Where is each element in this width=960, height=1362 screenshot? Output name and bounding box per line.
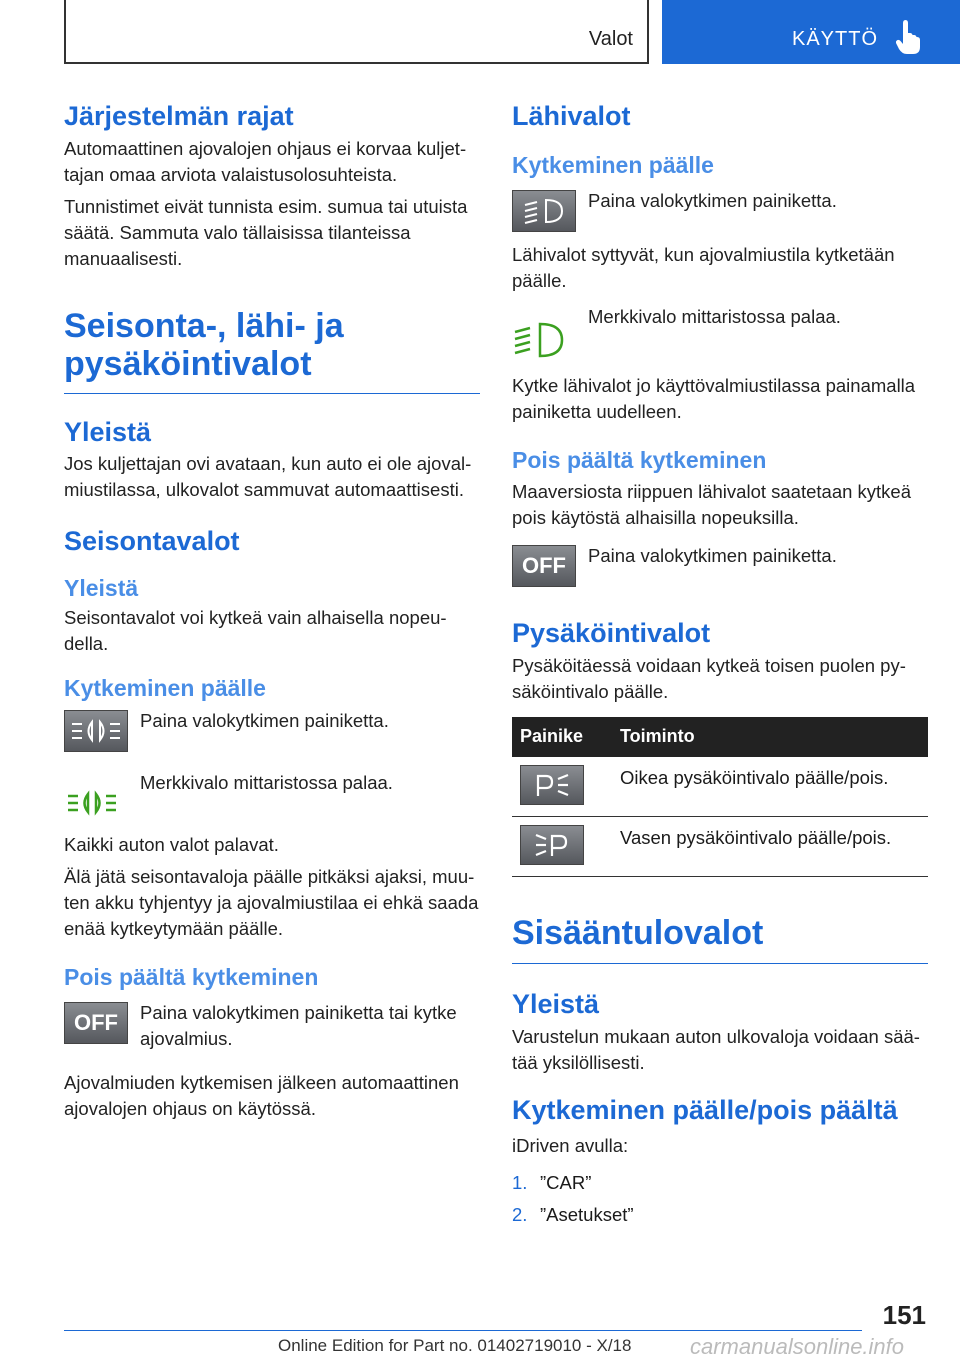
header-chapter-title: KÄYTTÖ	[792, 28, 879, 50]
table-cell-function: Oikea pysäköintivalo päälle/pois.	[612, 757, 928, 817]
text-parking-general: Seisontavalot voi kytkeä vain alhaisella nopeu-della.	[64, 606, 447, 654]
text-press-off: Paina valokytkimen painiketta tai kytke ajovalmius.	[140, 1001, 457, 1049]
table-header-button: Painike	[512, 717, 612, 757]
text-press-switch: Paina valokytkimen painiketta.	[140, 710, 389, 732]
heading-parking-on: Kytkeminen päälle	[64, 674, 266, 701]
heading-parking-lights: Seisontavalot	[64, 525, 240, 556]
list-item: 1. ”CAR”	[512, 1171, 592, 1193]
footer-divider	[64, 1330, 862, 1331]
steps-list	[512, 1167, 928, 1231]
parking-indicator-row	[64, 772, 480, 822]
text-press-low: Paina valokytkimen painiketta.	[588, 189, 837, 211]
text-warning: Älä jätä seisontavaloja päälle pitkäksi ajaksi, muu-ten akku tyhjentyy ja ajovalmiustilaa ei ehkä saada enää kytkeytymään päälle.	[64, 866, 479, 940]
heading-general: Yleistä	[64, 417, 152, 448]
heading-low-on: Kytkeminen päälle	[512, 152, 714, 179]
list-item: 2. ”Asetukset”	[512, 1203, 634, 1225]
table-header-function: Toiminto	[612, 717, 928, 757]
heading-parking-side: Pysäköintivalot	[512, 617, 711, 648]
hand-pointer-icon	[896, 20, 920, 54]
parking-on-row	[64, 710, 480, 754]
parking-light-button-icon	[64, 710, 128, 752]
low-on-row	[512, 190, 928, 234]
text-general: Jos kuljettajan ovi avataan, kun auto ei ole ajoval-miustilassa, ulkovalot sammuvat automaattisesti.	[64, 452, 472, 500]
heading-parking-off: Pois päältä kytkeminen	[64, 964, 319, 991]
heading-main: Seisonta-, lähi- ja pysäköintivalot	[64, 308, 480, 394]
text-indicator: Merkkivalo mittaristossa palaa.	[140, 772, 393, 794]
heading-welcome-onoff: Kytkeminen päälle/pois päältä	[512, 1095, 898, 1126]
low-beam-indicator-icon	[512, 320, 568, 360]
low-beam-button-icon	[512, 190, 576, 232]
header-section-box	[64, 0, 649, 64]
off-button-icon: OFF	[64, 1002, 128, 1044]
left-parking-light-icon	[520, 825, 584, 865]
header-chapter-box	[662, 0, 960, 64]
right-column	[512, 100, 928, 1231]
text-limits-2: Tunnistimet eivät tunnista esim. sumua tai utuista säätä. Sammuta valo tällaisissa tilanteissa manuaalisesti.	[64, 196, 468, 270]
text-press-off-low: Paina valokytkimen painiketta.	[588, 544, 837, 566]
text-parking-side: Pysäköitäessä voidaan kytkeä toisen puolen py-säköintivalo päälle.	[512, 654, 906, 702]
footer-edition: Online Edition for Part no. 01402719010 - X/18	[278, 1336, 632, 1355]
parking-off-row	[64, 1002, 480, 1058]
parking-light-indicator-icon	[64, 790, 120, 816]
header-section-title: Valot	[588, 28, 633, 50]
page-number: 151	[882, 1300, 926, 1330]
heading-welcome-general: Yleistä	[512, 988, 600, 1019]
text-after: Ajovalmiuden kytkemisen jälkeen automaattinen ajovalojen ohjaus on käytössä.	[64, 1071, 459, 1119]
heading-parking-general: Yleistä	[64, 574, 139, 601]
text-again: Kytke lähivalot jo käyttövalmiustilassa painamalla painiketta uudelleen.	[512, 374, 916, 422]
table-cell-function: Vasen pysäköintivalo päälle/pois.	[612, 817, 928, 877]
heading-low-off: Pois päältä kytkeminen	[512, 446, 767, 473]
left-column	[64, 100, 480, 1122]
heading-welcome-lights: Sisääntulovalot	[512, 915, 928, 963]
watermark: carmanualsonline.info	[690, 1334, 905, 1359]
low-off-row	[512, 545, 928, 595]
text-idrive: iDriven avulla:	[512, 1134, 629, 1156]
text-limits-1: Automaattinen ajovalojen ohjaus ei korvaa kuljet-tajan omaa arviota valaistusolosuhteista.	[64, 138, 467, 186]
table-row	[512, 817, 928, 877]
right-parking-light-icon	[520, 765, 584, 805]
low-indicator-row	[512, 306, 928, 365]
off-button-icon: OFF	[512, 545, 576, 587]
text-welcome: Varustelun mukaan auton ulkovaloja voidaan sää-tää yksilöllisesti.	[512, 1026, 920, 1074]
text-all-lights: Kaikki auton valot palavat.	[64, 834, 279, 856]
text-low-indicator: Merkkivalo mittaristossa palaa.	[588, 305, 841, 327]
heading-system-limits: Järjestelmän rajat	[64, 101, 294, 131]
text-country: Maaversiosta riippuen lähivalot saatetaan kytkeä pois käytöstä alhaisilla nopeuksilla.	[512, 480, 912, 528]
parking-table	[512, 717, 928, 878]
table-row	[512, 757, 928, 817]
heading-low-beam: Lähivalot	[512, 101, 631, 131]
text-low-on: Lähivalot syttyvät, kun ajovalmiustila kytketään päälle.	[512, 243, 895, 291]
